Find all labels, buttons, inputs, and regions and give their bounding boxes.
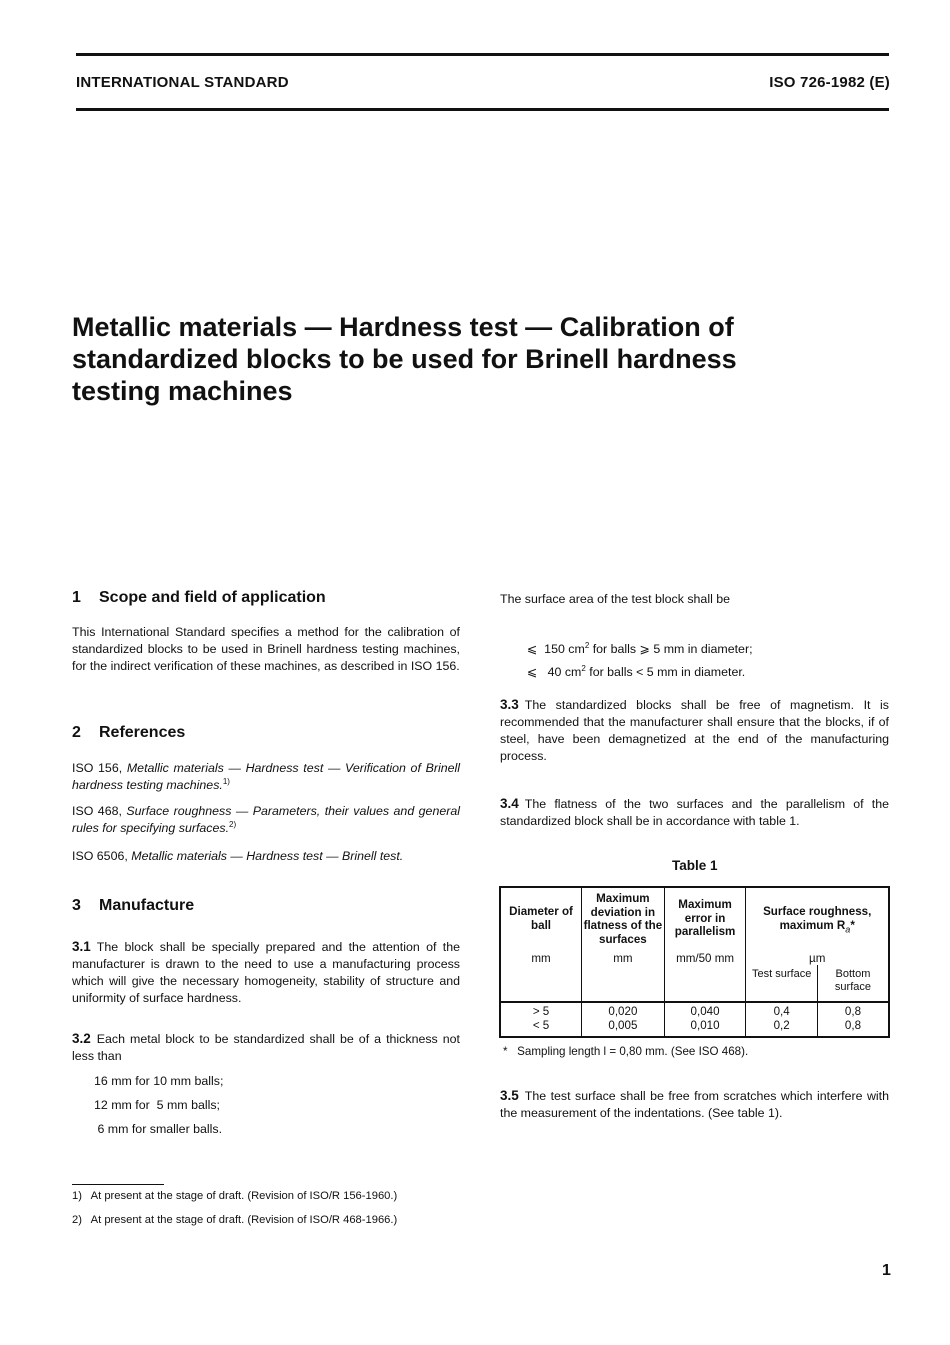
surface-area-item-2 [520,647,745,681]
top-rule [76,53,889,56]
unit-roughness: µm [746,946,889,965]
section-title: References [99,724,186,741]
table-1 [499,886,890,1038]
cell-bottom-surface: 0,8 [817,1002,889,1019]
cell-diameter: < 5 [532,1019,550,1032]
subheader-bottom-surface: Bottom surface [817,965,889,1002]
roughness-label: Surface roughness, maximum R [763,905,872,932]
section-number: 1 [72,589,81,606]
cell-flatness: 0,005 [582,1019,665,1037]
page-number: 1 [882,1262,891,1279]
cell-test-surface: 0,4 [746,1002,818,1019]
clause-number: 3.5 [500,1088,519,1103]
section-number: 2 [72,724,81,741]
clause-text: The standardized blocks shall be free of magnetism. It is recommended that the manufacturer shall ensure that the blocks, if of steel, have been demagnetized at the end of the manufacturing process. [500,698,889,763]
ref-title: Surface roughness — Parameters, their values and general rules for specifying surfaces. [72,804,461,835]
area-condition: for balls < 5 mm in diameter. [585,665,746,679]
clause-3-3 [500,696,889,765]
document-title [72,311,832,407]
header-right: ISO 726-1982 (E) [769,74,890,91]
cell-bottom-surface: 0,8 [817,1019,889,1037]
superscript: 2 [584,640,590,650]
clause-number: 3.2 [72,1031,91,1046]
table-units-row [500,946,889,965]
footnote-ref: 1) [222,776,230,786]
clause-3-4 [500,795,889,830]
superscript: 2 [581,663,586,673]
area-value: 40 cm [544,665,582,679]
header-roughness [746,887,889,946]
clause-number: 3.1 [72,939,91,954]
section-1-heading [72,589,326,607]
reference-iso-156 [72,760,460,794]
footnote-1: 1) At present at the stage of draft. (Revision of ISO/R 156-1960.) [72,1190,398,1202]
thickness-item-2: 12 mm for 5 mm balls; [94,1098,220,1112]
ref-title: Metallic materials — Hardness test — Brinell test. [131,849,404,863]
section-title: Scope and field of application [99,589,326,606]
footnote-ref: 2) [229,819,237,829]
table-row [500,1019,889,1037]
clause-3-5 [500,1087,889,1122]
cell-parallelism: 0,040 [664,1002,746,1019]
area-condition: for balls ⩾ 5 mm in diameter; [589,642,753,656]
table-header-row [500,887,889,946]
reference-iso-6506 [72,848,460,865]
header-diameter: Diameter of ball [509,905,573,932]
header-bottom-rule [76,108,889,111]
surface-area-intro: The surface area of the test block shall be [500,592,731,606]
subheader-test-surface: Test surface [746,965,818,1002]
header-parallelism: Maximum error in parallelism [664,887,746,946]
header-left: INTERNATIONAL STANDARD [76,74,289,91]
clause-text: The block shall be specially prepared and the attention of the manufacturer is drawn to the need to use a manufacturing process which will give the necessary homogeneity, stability of structure and uniformity of surface hardness. [72,940,460,1005]
subscript-a: a [845,923,851,934]
unit-diameter: mm [531,952,551,965]
unit-flatness: mm [582,946,665,965]
cell-test-surface: 0,2 [746,1019,818,1037]
footnote-separator [72,1184,164,1185]
section-number: 3 [72,897,81,914]
clause-text: Each metal block to be standardized shall be of a thickness not less than [72,1032,460,1063]
cell-parallelism: 0,010 [664,1019,746,1037]
thickness-item-3: 6 mm for smaller balls. [94,1122,223,1136]
ref-code: ISO 468, [72,804,122,818]
ref-code: ISO 156, [72,761,123,775]
table-row [500,1002,889,1019]
title-line-3: testing machines [72,376,293,406]
clause-text: The test surface shall be free from scratches which interfere with the measurement of the indentations. (See table 1). [500,1089,889,1120]
ref-title: Metallic materials — Hardness test — Verification of Brinell hardness testing machines. [72,761,461,792]
clause-3-1 [72,938,460,1007]
section-3-heading [72,897,194,915]
title-line-2: standardized blocks to be used for Brinell hardness [72,344,737,374]
area-value: 150 cm [544,642,585,656]
header-flatness: Maximum deviation in flatness of the surfaces [582,887,665,946]
clause-number: 3.4 [500,796,519,811]
clause-number: 3.3 [500,697,519,712]
asterisk: * [850,918,855,932]
thickness-item-1: 16 mm for 10 mm balls; [94,1074,224,1088]
unit-parallelism: mm/50 mm [664,946,746,965]
footnote-2: 2) At present at the stage of draft. (Revision of ISO/R 468-1966.) [72,1214,398,1226]
less-equal-symbol: ⩽ [526,665,538,679]
section-title: Manufacture [99,897,195,914]
table-subheader-row [500,965,889,1002]
less-equal-symbol: ⩽ [526,642,538,656]
title-line-1: Metallic materials — Hardness test — Calibration of [72,312,734,342]
table-footnote: * Sampling length l = 0,80 mm. (See ISO 468). [503,1045,749,1058]
section-2-heading [72,724,185,742]
clause-3-2 [72,1030,460,1065]
cell-diameter: > 5 [500,1002,582,1019]
reference-iso-468 [72,803,460,837]
cell-flatness: 0,020 [582,1002,665,1019]
section-1-body: This International Standard specifies a method for the calibration of standardized blocks to be used in Brinell hardness testing machines, for the indirect verification of these machines, as described in ISO 156. [72,625,460,673]
clause-text: The flatness of the two surfaces and the parallelism of the standardized block shall be in accordance with table 1. [500,797,889,828]
table-caption: Table 1 [672,858,718,873]
ref-code: ISO 6506, [72,849,128,863]
